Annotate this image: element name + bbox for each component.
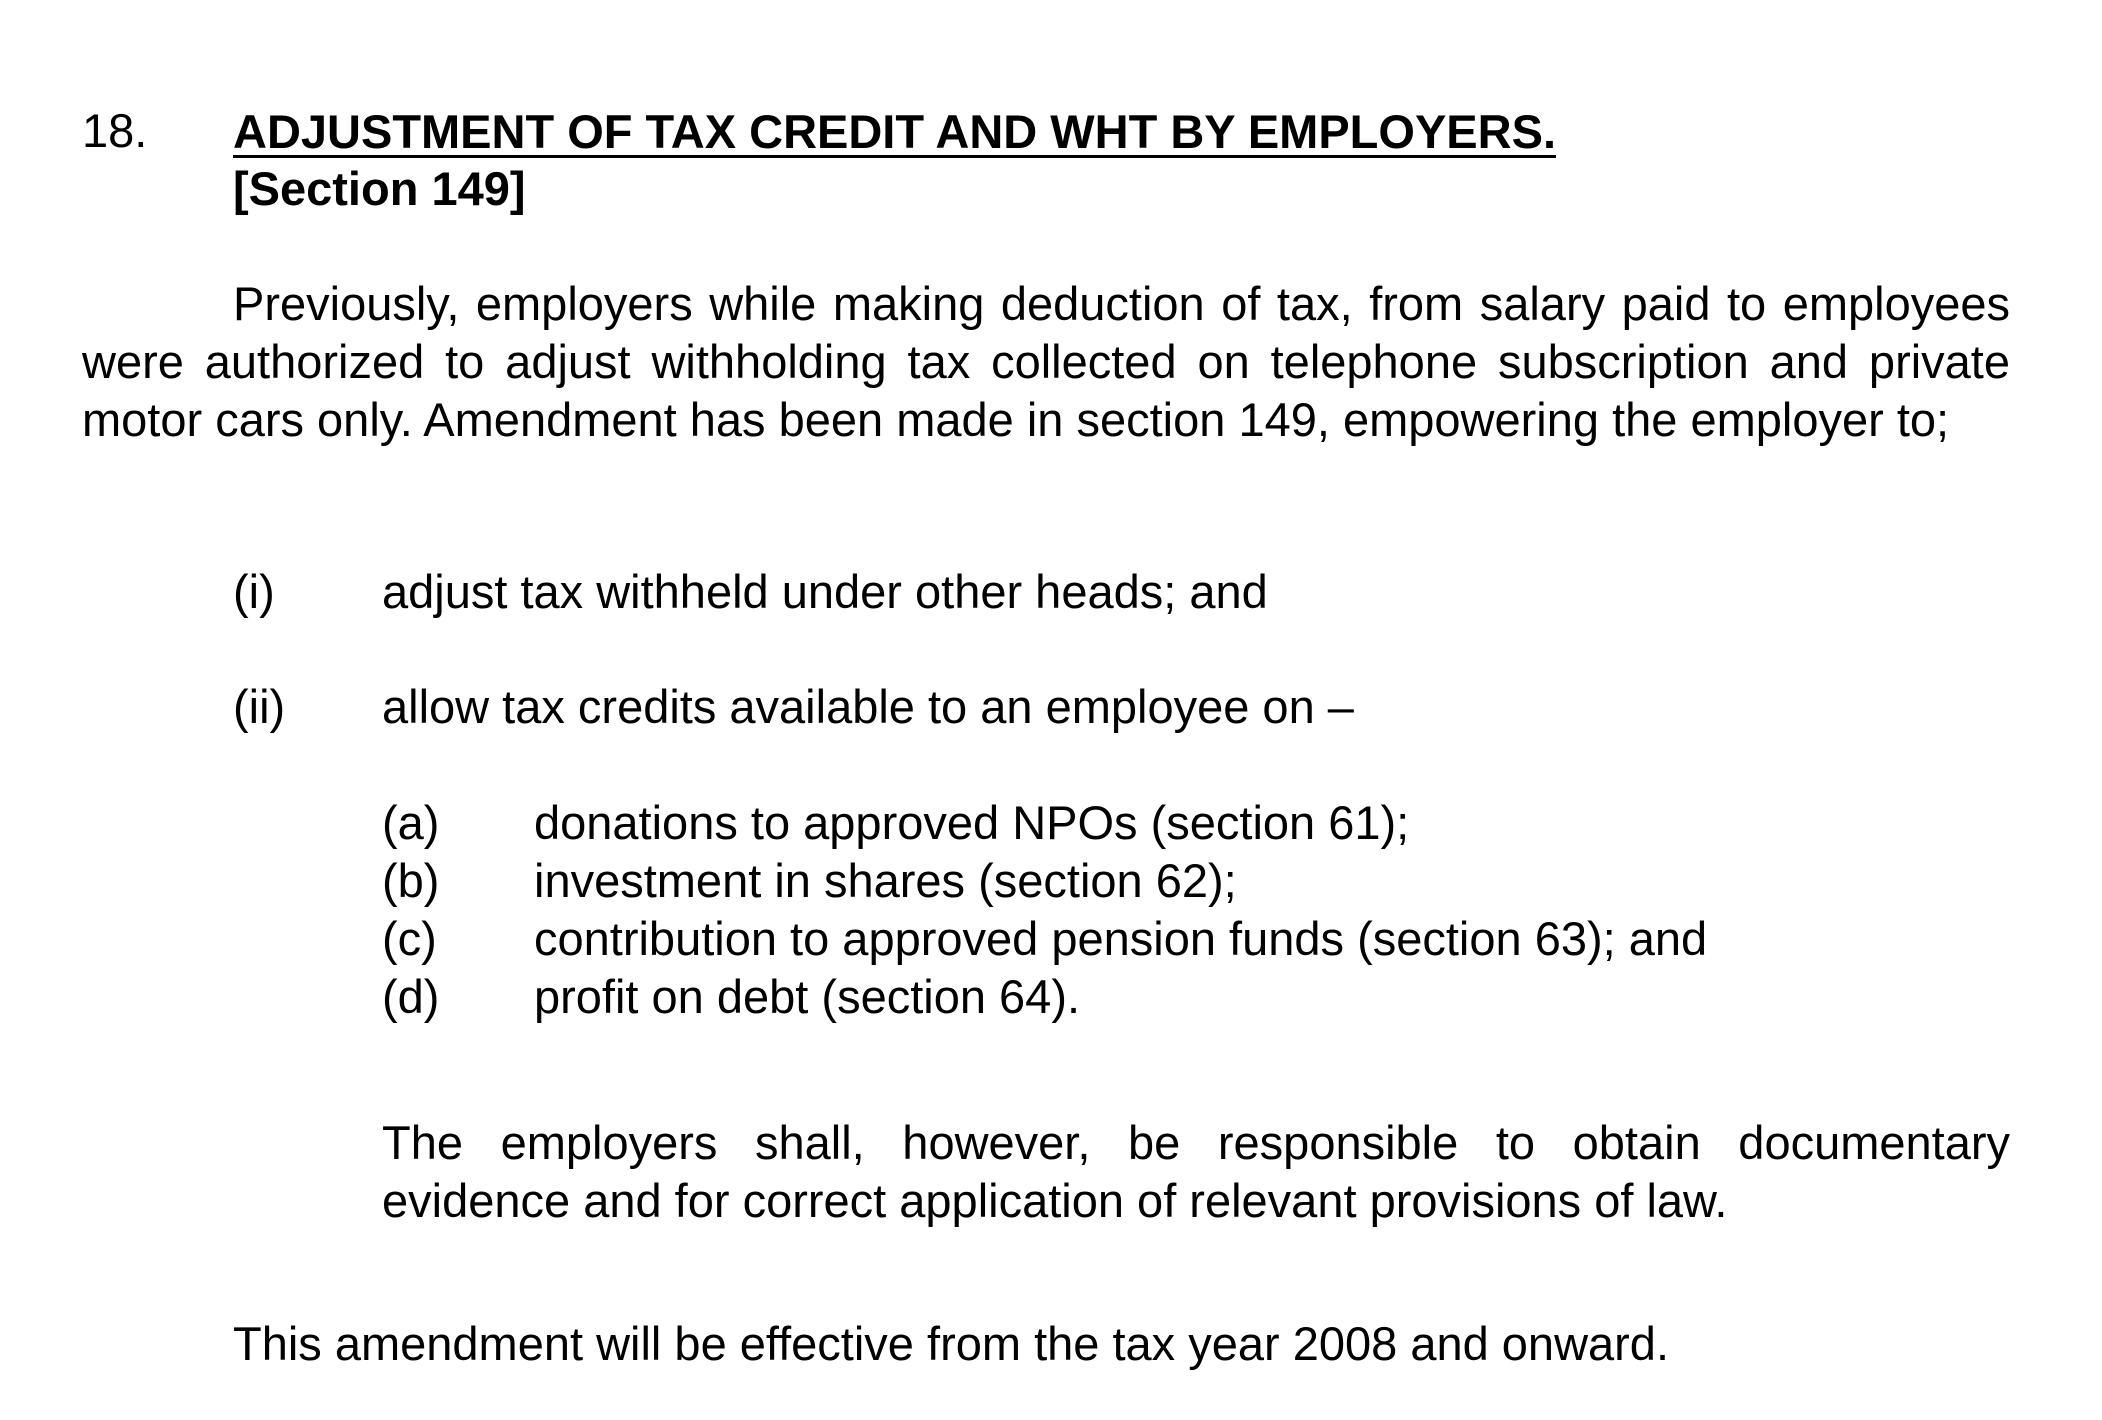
alpha-list (382, 794, 1707, 1026)
list-item (382, 794, 1707, 852)
alpha-item-marker: (b) (382, 854, 440, 907)
list-item (382, 910, 1707, 968)
roman-item-text: allow tax credits available to an employee on – (382, 680, 1354, 733)
list-item (382, 968, 1707, 1026)
section-title: ADJUSTMENT OF TAX CREDIT AND WHT BY EMPLOYERS. (233, 105, 1556, 158)
roman-item-marker: (ii) (233, 680, 286, 733)
section-number: 18. (82, 104, 148, 157)
section-heading (233, 103, 1556, 217)
closing-line: This amendment will be effective from the tax year 2008 and onward. (233, 1317, 1670, 1370)
alpha-item-text: contribution to approved pension funds (section 63); and (534, 912, 1708, 965)
alpha-item-text: investment in shares (section 62); (534, 854, 1237, 907)
roman-item-marker: (i) (233, 565, 275, 618)
alpha-item-text: profit on debt (section 64). (534, 970, 1081, 1023)
intro-paragraph-text: Previously, employers while making deduction of tax, from salary paid to employees were authorized to adjust withholding tax collected on telephone subscription and private motor cars only. Amendment has been made in section 149, empowering the employer to; (82, 277, 2010, 446)
list-item (382, 852, 1707, 910)
alpha-item-marker: (a) (382, 796, 440, 849)
roman-item-text: adjust tax withheld under other heads; and (382, 565, 1268, 618)
note-paragraph: The employers shall, however, be responsible to obtain documentary evidence and for correct application of relevant provisions of law. (382, 1116, 2010, 1227)
alpha-item-text: donations to approved NPOs (section 61); (534, 796, 1410, 849)
section-reference: [Section 149] (233, 162, 526, 215)
intro-paragraph (82, 275, 2010, 449)
alpha-item-marker: (c) (382, 912, 437, 965)
alpha-item-marker: (d) (382, 970, 440, 1023)
